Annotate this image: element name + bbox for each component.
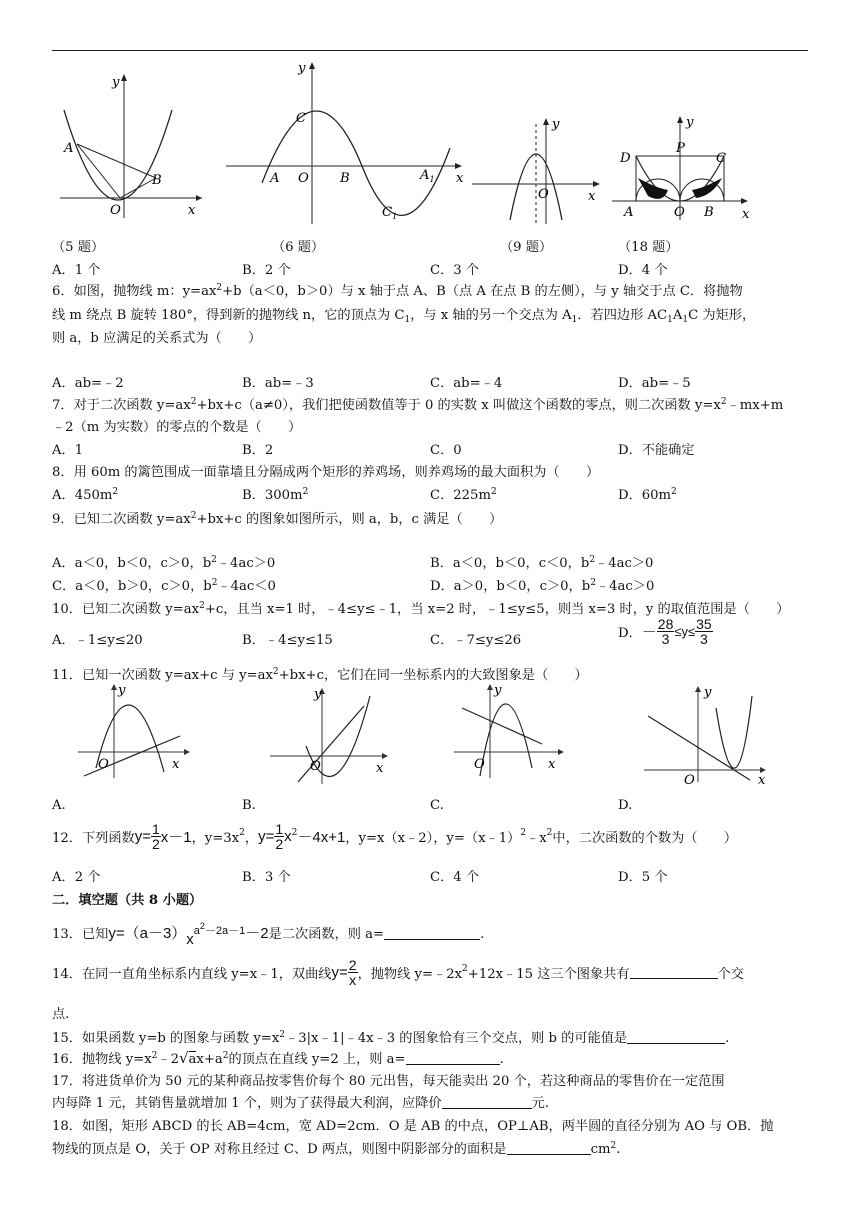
q18-stem-line1: 18．如图，矩形 ABCD 的长 AB=4cm，宽 AD=2cm．O 是 AB 的中点，OP⊥AB，两半圆的直径分别为 AO 与 OB．抛 — [52, 1119, 774, 1134]
q15-answer-blank[interactable] — [627, 1031, 725, 1044]
q6-label-C: C — [296, 111, 307, 126]
q6-label-A: A — [270, 171, 280, 186]
q5-option-b[interactable]: B．2 个 — [242, 263, 291, 278]
q6-label-A1: $A_1$ — [420, 168, 435, 184]
q15-stem: 15．如果函数 y=b 的图象与函数 $y=x^2﹣3|x﹣1|﹣4x﹣3$ 的图象恰有三个交点，则 b 的可能值是 . — [52, 1030, 730, 1046]
figure-q6 — [222, 58, 472, 228]
q12-option-b[interactable]: B．3 个 — [242, 870, 291, 885]
q10-stem: 10．已知二次函数 $y=ax^2+c$，且当 x=1 时，﹣4≤y≤﹣1，当 x=2 时，﹣1≤y≤5，则当 x=3 时，y 的取值范围是（ ） — [52, 601, 790, 617]
q18-answer-blank[interactable] — [507, 1142, 591, 1155]
q10-option-a[interactable]: A．﹣1≤y≤20 — [52, 633, 143, 648]
q18-label-O: O — [674, 205, 685, 220]
q11-option-d[interactable]: D. — [618, 798, 633, 813]
q11-graph-d[interactable] — [640, 684, 776, 784]
figure-q5 — [52, 68, 212, 228]
q7-option-d[interactable]: D．不能确定 — [618, 443, 695, 458]
q12-option-c[interactable]: C．4 个 — [430, 870, 480, 885]
caption-q18: （18 题） — [618, 240, 679, 255]
q7-option-b[interactable]: B．2 — [242, 443, 274, 458]
q9-label-x: x — [588, 189, 596, 204]
q6-option-b[interactable]: B．ab=﹣3 — [242, 376, 314, 391]
q11-stem: 11．已知一次函数 y=ax+c 与 $y=ax^2+bx+c$，它们在同一坐标系内的大致图象是（ ） — [52, 667, 588, 683]
q8-option-b[interactable]: B．$300m^2$ — [242, 487, 309, 503]
q6-stem-line2: 线 m 绕点 B 旋转 180°，得到新的抛物线 n，它的顶点为 $C_1$，与 x 轴的另一个交点为 $A_1$．若四边形 $AC_1A_1C$ 为矩形， — [52, 308, 756, 325]
figure-q9 — [470, 112, 605, 228]
q5-label-x: x — [188, 203, 196, 218]
svg-text:O: O — [98, 757, 109, 772]
q5-label-O: O — [110, 203, 121, 218]
q6-option-a[interactable]: A．ab=﹣2 — [52, 376, 124, 391]
q18-label-y: y — [686, 115, 694, 130]
q9-stem: 9．已知二次函数 $y=ax^2+bx+c$ 的图象如图所示，则 a，b，c 满足（ ） — [52, 511, 503, 527]
q7-option-a[interactable]: A．1 — [52, 443, 84, 458]
q16-answer-blank[interactable] — [406, 1052, 500, 1065]
q13-stem: 13．已知$y=(a-3)x^{a^2-2a-1}-2$是二次函数，则 a= . — [52, 921, 485, 948]
q18-label-P: P — [676, 141, 685, 156]
q6-stem-line3: 则 a，b 应满足的关系式为（ ） — [52, 331, 262, 346]
svg-text:x: x — [758, 773, 766, 784]
q11-option-a[interactable]: A. — [52, 798, 66, 813]
q18-label-C: C — [716, 151, 727, 166]
q6-option-d[interactable]: D．ab=﹣5 — [618, 376, 691, 391]
q6-stem-line1: 6．如图，抛物线 m：$y=ax^2+b(a<0$，b＞0）与 x 轴于点 A、B（点 A 在点 B 的左侧），与 y 轴交于点 C．将抛物 — [52, 283, 743, 299]
q6-label-C1: $C_1$ — [382, 205, 398, 221]
q9-option-d[interactable]: D．a＞0，b＜0，c＞0，$b^2﹣4ac>0$ — [430, 578, 655, 594]
figure-q18 — [608, 112, 756, 228]
q8-option-c[interactable]: C．$225m^2$ — [430, 487, 497, 503]
caption-q5: （5 题） — [52, 240, 105, 255]
q7-stem-line2: ﹣2（m 为实数）的零点的个数是（ ） — [52, 420, 302, 435]
svg-text:x: x — [376, 761, 384, 776]
q16-stem: 16．抛物线 $y=x^2﹣2√ax+a^2$的顶点在直线 y=2 上，则 a= . — [52, 1049, 504, 1067]
q6-label-x: x — [456, 171, 464, 186]
q11-graph-c[interactable] — [452, 680, 572, 780]
q10-option-c[interactable]: C．﹣7≤y≤26 — [430, 633, 522, 648]
q11-option-b[interactable]: B. — [242, 798, 256, 813]
svg-text:O: O — [310, 759, 321, 774]
q7-stem-line1: 7．对于二次函数 $y=ax^2+bx+c(a\ne 0)$，我们把使函数值等于 0 的实数 x 叫做这个函数的零点，则二次函数 $y=x^2﹣mx+m$ — [52, 397, 784, 413]
q14-stem-line2: 点. — [52, 1007, 70, 1022]
q18-stem-line2: 物线的顶点是 O，关于 OP 对称且经过 C、D 两点，则图中阴影部分的面积是 $cm^2$. — [52, 1141, 621, 1157]
caption-q9: （9 题） — [500, 240, 553, 255]
q18-label-D: D — [620, 151, 631, 166]
q10-option-d[interactable]: D．－ $\frac{28}{3}$ ≤y≤ $\frac{35}{3}$ — [618, 616, 712, 647]
q13-answer-blank[interactable] — [384, 927, 480, 940]
q9-option-a[interactable]: A．a＜0，b＜0，c＞0，$b^2﹣4ac>0$ — [52, 555, 276, 571]
q11-graph-b[interactable] — [266, 686, 396, 786]
q18-label-B: B — [704, 205, 714, 220]
q7-option-c[interactable]: C．0 — [430, 443, 462, 458]
q6-option-c[interactable]: C．ab=﹣4 — [430, 376, 503, 391]
q9-option-c[interactable]: C．a＜0，b＞0，c＞0，$b^2﹣4ac<0$ — [52, 578, 276, 594]
q5-option-a[interactable]: A．1 个 — [52, 263, 101, 278]
q9-label-y: y — [552, 117, 560, 132]
q8-option-d[interactable]: D．$60m^2$ — [618, 487, 677, 503]
q5-option-c[interactable]: C．3 个 — [430, 263, 480, 278]
svg-text:y: y — [494, 683, 502, 698]
q8-stem: 8．用 60m 的篱笆围成一面靠墙且分隔成两个矩形的养鸡场，则养鸡场的最大面积为（ ） — [52, 465, 600, 480]
q5-label-B: B — [152, 173, 162, 188]
q8-option-a[interactable]: A．$450m^2$ — [52, 487, 119, 503]
q5-label-A: A — [64, 141, 74, 156]
q14-answer-blank[interactable] — [630, 966, 718, 979]
q14-stem: 14．在同一直角坐标系内直线 y=x﹣1，双曲线y= $\frac{2}{x}$ ，抛物线 $y=﹣2x^2+12x﹣15$ 这三个图象共有 个交 — [52, 957, 744, 988]
q5-option-d[interactable]: D．4 个 — [618, 263, 668, 278]
svg-text:y: y — [118, 683, 126, 698]
q9-label-O: O — [538, 187, 549, 202]
q9-option-b[interactable]: B．a＜0，b＜0，c＜0，$b^2﹣4ac>0$ — [430, 555, 654, 571]
q17-stem-line1: 17．将进货单价为 50 元的某种商品按零售价每个 80 元出售，每天能卖出 20 个，若这种商品的零售价在一定范围 — [52, 1074, 725, 1089]
svg-text:y: y — [314, 687, 322, 702]
caption-q6: （6 题） — [272, 240, 325, 255]
q6-label-B: B — [340, 171, 350, 186]
q18-label-x: x — [742, 207, 750, 222]
q6-label-O: O — [298, 171, 309, 186]
svg-text:x: x — [172, 757, 180, 772]
q17-answer-blank[interactable] — [442, 1096, 532, 1109]
q12-option-d[interactable]: D．5 个 — [618, 870, 668, 885]
q5-label-y: y — [112, 75, 120, 90]
q18-label-A: A — [624, 205, 634, 220]
q11-graph-a[interactable] — [76, 680, 196, 780]
q17-stem-line2: 内每降 1 元，其销售量就增加 1 个，则为了获得最大利润，应降价 元. — [52, 1096, 549, 1111]
q11-option-c[interactable]: C. — [430, 798, 444, 813]
header-rule — [52, 50, 808, 51]
svg-text:O: O — [474, 757, 485, 772]
q6-label-y: y — [298, 61, 306, 76]
svg-text:x: x — [548, 757, 556, 772]
section-fill-in-title: 二．填空题（共 8 小题） — [52, 893, 203, 908]
q12-option-a[interactable]: A．2 个 — [52, 870, 101, 885]
svg-text:y: y — [704, 685, 712, 700]
q12-stem: 12．下列函数y= $\frac{1}{2}$ x－1，$y=3x^2$，y= $\frac{1}{2}$ $x^2-4x+1$，y=x（x﹣2），$y=(x﹣1)^2﹣x^2$中，二次函数的个数为（ ） — [52, 821, 738, 852]
q10-option-b[interactable]: B．﹣4≤y≤15 — [242, 633, 333, 648]
svg-text:O: O — [684, 773, 695, 784]
